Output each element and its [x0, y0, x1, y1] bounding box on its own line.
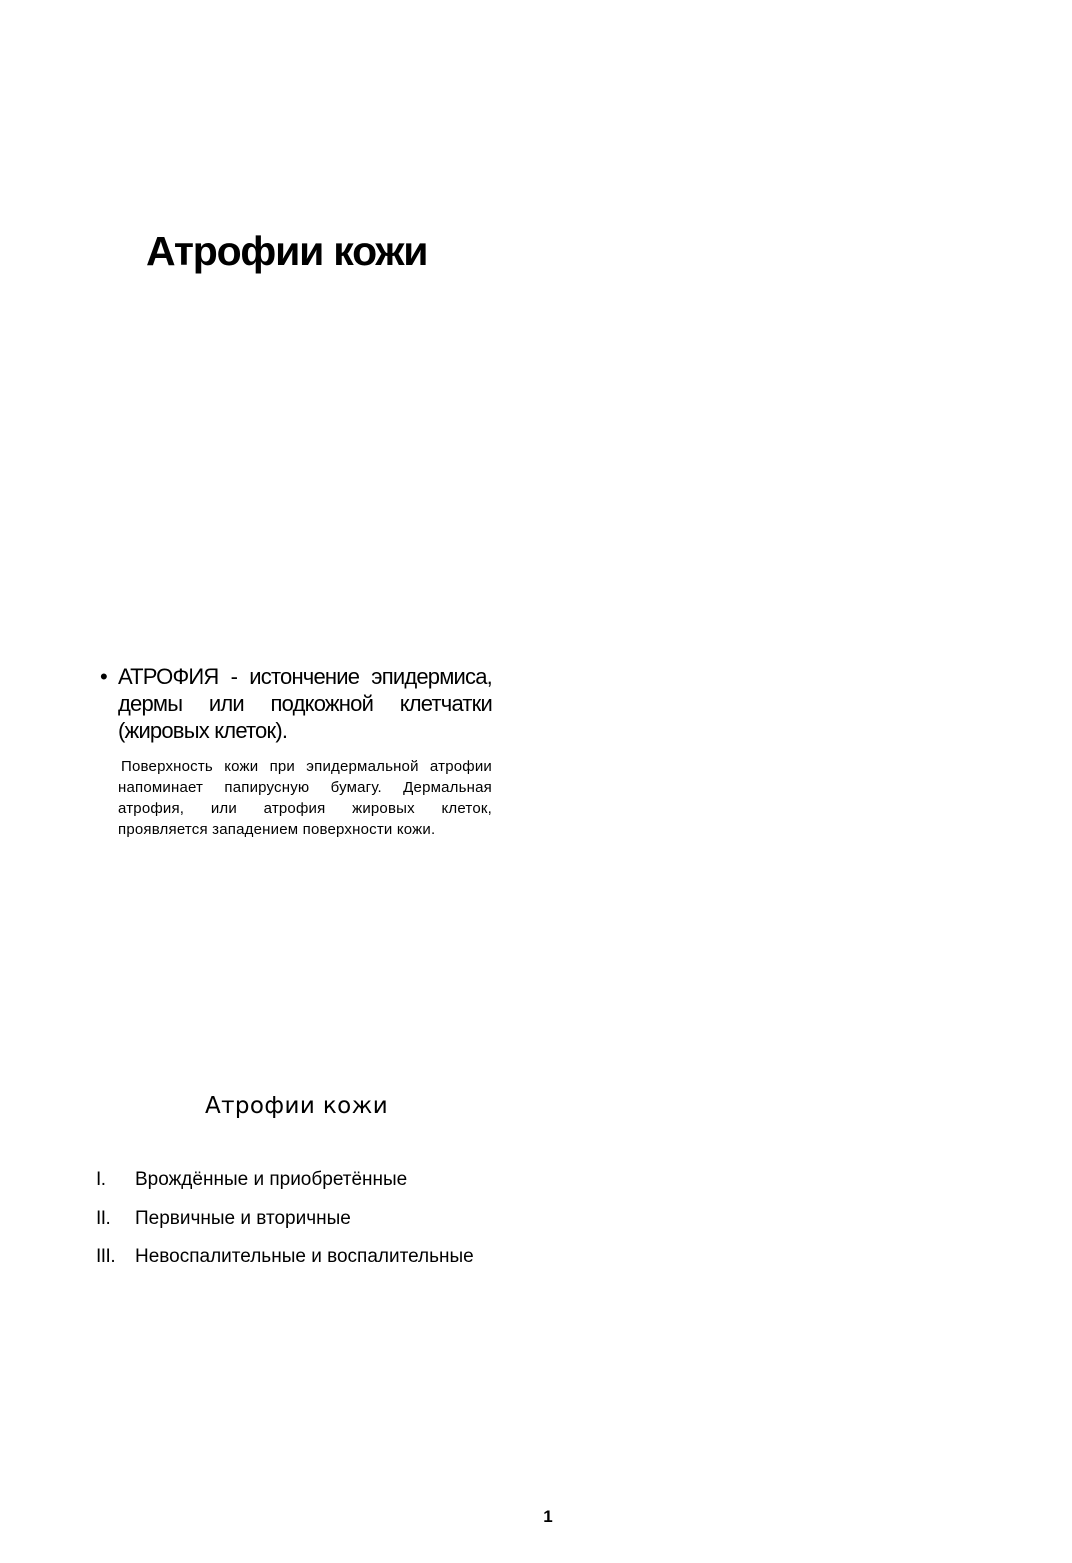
definition-text: АТРОФИЯ - истончение эпидермиса, дермы или подкожной клетчатки (жировых клеток). [118, 664, 492, 743]
definition-detail-text: Поверхность кожи при эпидермальной атрофии напоминает папирусную бумагу. Дермальная атрофия, или атрофия жировых клеток, проявляется западением поверхности кожи. [118, 758, 492, 838]
list-item-numeral: II. [96, 1207, 111, 1229]
definition-block [100, 663, 492, 840]
list-item-text: Невоспалительные и воспалительные [135, 1246, 474, 1267]
page-number: 1 [543, 1507, 553, 1526]
list-item-numeral: I. [96, 1169, 106, 1190]
list-item-text: Первичные и вторичные [135, 1207, 351, 1229]
page-title: Атрофии кожи [146, 228, 428, 274]
list-item-numeral: III. [96, 1246, 116, 1267]
list-item-text: Врождённые и приобретённые [135, 1169, 408, 1190]
section-title: Атрофии кожи [205, 1093, 389, 1119]
definition-bullet-item [100, 663, 492, 744]
bullet-icon: • [100, 664, 108, 689]
